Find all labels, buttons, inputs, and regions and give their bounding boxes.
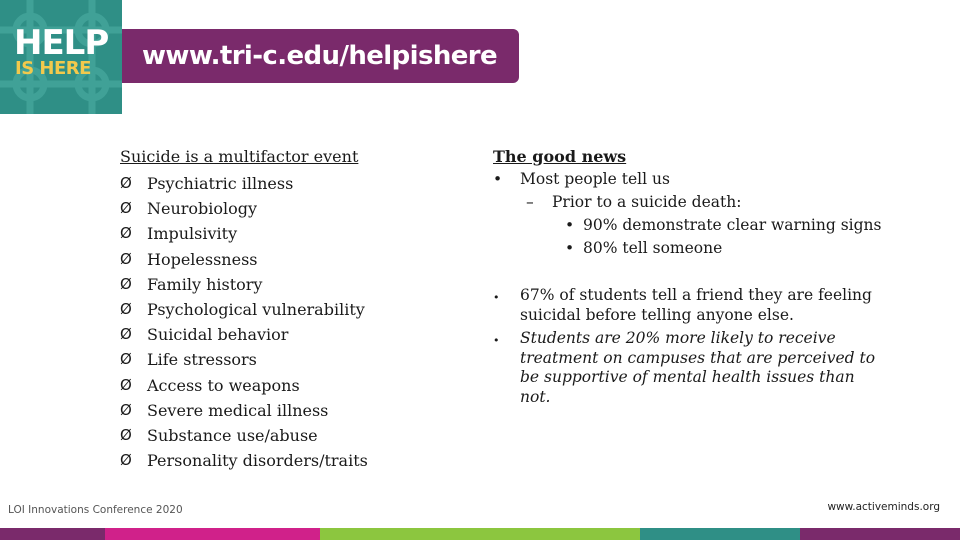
arrow-bullet-icon: Ø (120, 400, 132, 419)
url-link[interactable]: www.tri-c.edu/helpishere (142, 41, 498, 71)
factor-list (120, 171, 460, 473)
list-item: Ø Hopelessness (120, 247, 460, 272)
students-tell-friend-text: 67% of students tell a friend they are feeling suicidal before telling anyone else. (520, 286, 872, 324)
tell-someone-text: 80% tell someone (583, 239, 723, 257)
arrow-bullet-icon: Ø (120, 426, 132, 445)
list-item: Ø Family history (120, 272, 460, 297)
bullet-icon: • (565, 239, 575, 257)
arrow-bullet-icon: Ø (120, 325, 132, 344)
arrow-bullet-icon: Ø (120, 224, 132, 243)
list-item (493, 168, 893, 191)
list-item: Ø Suicidal behavior (120, 322, 460, 347)
bullet-icon: • (493, 170, 503, 188)
list-item: Ø Psychiatric illness (120, 171, 460, 196)
help-is-here-logo (0, 0, 122, 114)
warning-signs-text: 90% demonstrate clear warning signs (583, 216, 882, 234)
good-news-section (493, 146, 893, 407)
arrow-bullet-icon: Ø (120, 249, 132, 268)
list-item (493, 191, 893, 214)
list-item: Ø Substance use/abuse (120, 423, 460, 448)
arrow-bullet-icon: Ø (120, 199, 132, 218)
bullet-icon: • (493, 291, 500, 304)
list-item: Ø Life stressors (120, 347, 460, 372)
list-item: Ø Access to weapons (120, 373, 460, 398)
list-item (493, 237, 893, 260)
stripe-segment (105, 528, 320, 540)
prior-to-death-text: Prior to a suicide death: (552, 193, 742, 211)
bullet-icon: • (565, 216, 575, 234)
list-item: Ø Neurobiology (120, 196, 460, 221)
list-item (493, 214, 893, 237)
arrow-bullet-icon: Ø (120, 375, 132, 394)
stripe-segment (320, 528, 640, 540)
arrow-bullet-icon: Ø (120, 300, 132, 319)
multifactor-section (120, 146, 460, 473)
logo-help-text: HELP (14, 23, 109, 63)
arrow-bullet-icon: Ø (120, 174, 132, 192)
students-treatment-text: Students are 20% more likely to receive treatment on campuses that are perceived to be supportive of mental health issues than not. (520, 329, 876, 406)
list-item: Ø Impulsivity (120, 221, 460, 246)
activeminds-footer: www.activeminds.org (827, 501, 940, 513)
stripe-segment (0, 528, 105, 540)
conference-footer: LOI Innovations Conference 2020 (8, 504, 183, 516)
list-item: Ø Psychological vulnerability (120, 297, 460, 322)
list-item: Ø Severe medical illness (120, 398, 460, 423)
arrow-bullet-icon: Ø (120, 274, 132, 293)
bullet-icon: • (493, 334, 500, 347)
arrow-bullet-icon: Ø (120, 350, 132, 369)
list-item: Ø Personality disorders/traits (120, 448, 460, 473)
stripe-segment (640, 528, 800, 540)
list-item (493, 329, 890, 407)
stripe-segment (800, 528, 960, 540)
multifactor-heading: Suicide is a multifactor event (120, 147, 359, 166)
list-item (493, 286, 890, 325)
logo-is-here-text: IS HERE (15, 58, 91, 79)
dash-icon: – (526, 193, 534, 211)
url-banner (122, 29, 519, 83)
color-stripe (0, 528, 960, 540)
arrow-bullet-icon: Ø (120, 451, 132, 470)
most-people-text: Most people tell us (520, 170, 670, 188)
good-news-heading: The good news (493, 147, 627, 166)
